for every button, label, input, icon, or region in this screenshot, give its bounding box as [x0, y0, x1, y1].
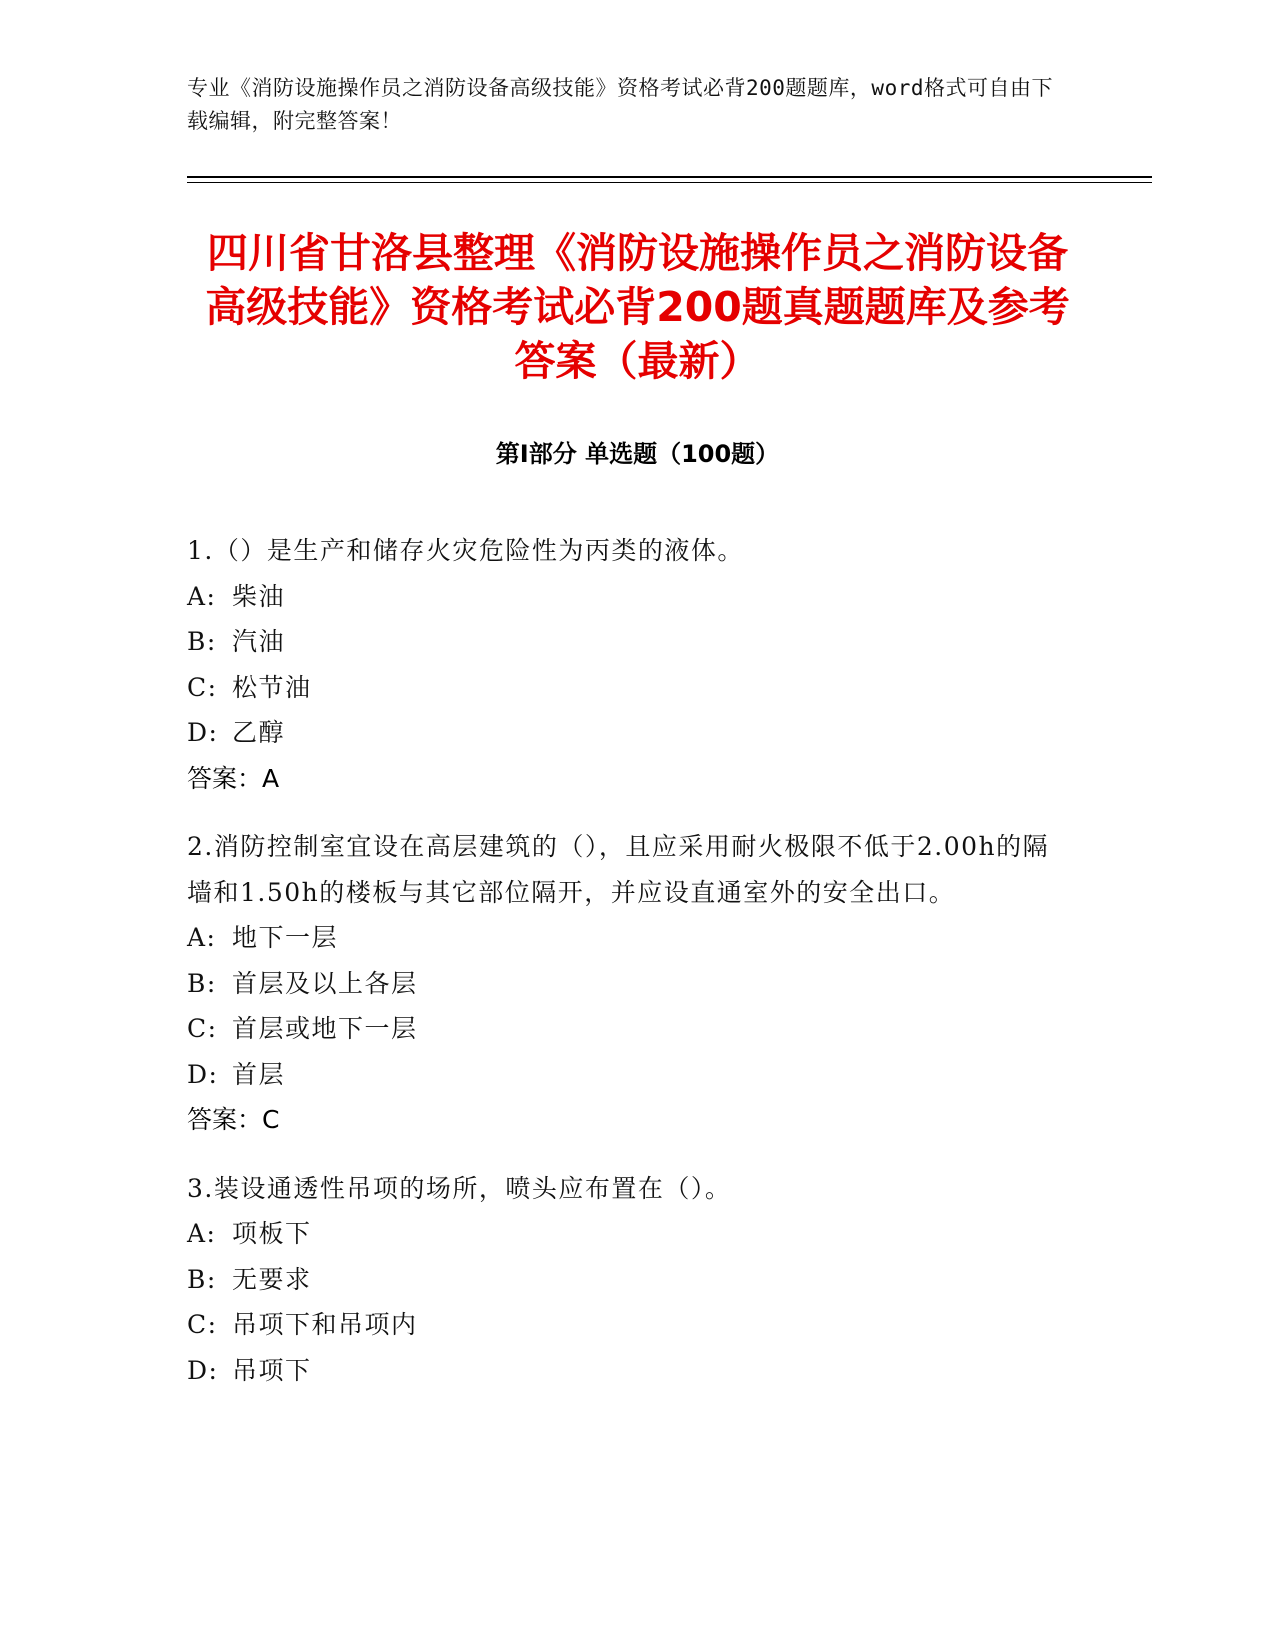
option-text: 柴油 [232, 581, 286, 611]
option-key: C: [187, 672, 218, 702]
option-a [187, 915, 1087, 961]
option-text: 项板下 [232, 1219, 312, 1248]
header-note: 专业《消防设施操作员之消防设备高级技能》资格考试必背200题题库，word格式可自由下载编辑，附完整答案！ [187, 76, 1053, 133]
header-divider-thin [187, 182, 1152, 183]
option-c [187, 1006, 1087, 1052]
option-a [187, 1211, 1087, 1257]
option-c [187, 665, 1087, 711]
option-b [187, 1257, 1087, 1303]
option-text: 吊项下和吊项内 [232, 1310, 418, 1339]
option-key: A: [187, 1219, 217, 1248]
option-a [187, 574, 1087, 620]
question-3 [187, 1166, 1087, 1394]
option-key: D: [187, 1355, 219, 1385]
section-heading: 第I部分 单选题（100题） [495, 440, 780, 468]
option-b [187, 619, 1087, 665]
option-key: B: [187, 968, 217, 998]
option-text: 乙醇 [232, 718, 286, 747]
option-d [187, 710, 1087, 756]
option-text: 汽油 [232, 627, 286, 656]
option-text: 首层 [232, 1059, 286, 1089]
document-title: 四川省甘洛县整理《消防设施操作员之消防设备高级技能》资格考试必背200题真题题库及参考答案（最新） [205, 229, 1070, 385]
option-b [187, 961, 1087, 1007]
option-text: 首层或地下一层 [232, 1014, 418, 1043]
option-key: B: [187, 1264, 217, 1294]
option-d [187, 1052, 1087, 1098]
question-stem: 2.消防控制室宜设在高层建筑的（），且应采用耐火极限不低于2.00h的隔墙和1.50h的楼板与其它部位隔开，并应设直通室外的安全出口。 [187, 832, 1050, 907]
option-text: 松节油 [232, 672, 312, 702]
option-c [187, 1302, 1087, 1348]
question-1 [187, 528, 1087, 801]
question-stem: 1.（）是生产和储存火灾危险性为丙类的液体。 [187, 536, 744, 565]
option-text: 吊项下 [232, 1355, 312, 1385]
question-stem: 3.装设通透性吊项的场所，喷头应布置在（）。 [187, 1173, 732, 1203]
answer: 答案：C [187, 1105, 280, 1134]
answer: 答案：A [187, 763, 280, 793]
option-key: D: [187, 718, 219, 747]
option-key: D: [187, 1059, 219, 1089]
question-2 [187, 824, 1087, 1143]
option-key: C: [187, 1310, 218, 1339]
option-text: 地下一层 [232, 923, 339, 952]
option-key: A: [187, 581, 217, 611]
header-divider-thick [187, 176, 1152, 178]
option-text: 首层及以上各层 [232, 968, 418, 998]
option-key: C: [187, 1014, 218, 1043]
option-d [187, 1348, 1087, 1394]
option-text: 无要求 [232, 1264, 312, 1294]
option-key: A: [187, 923, 217, 952]
question-list [187, 528, 1087, 1416]
option-key: B: [187, 627, 217, 656]
